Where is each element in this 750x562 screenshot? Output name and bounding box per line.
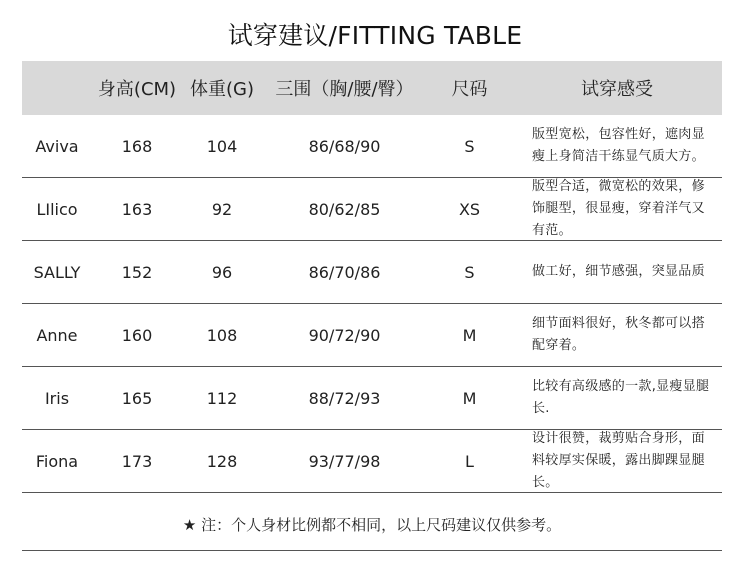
row-height: 152 [121,262,153,282]
row-weight: 128 [206,451,238,471]
header-weight: 体重(G) [190,79,254,100]
row-height: 165 [121,388,153,408]
row-height: 160 [121,325,153,345]
fitting-table [22,61,722,493]
table-row [22,241,722,304]
row-feedback: 做工好，细节感强，突显品质 [532,264,705,279]
page-title: 试穿建议/FITTING TABLE [227,21,523,50]
header-feedback: 试穿感受 [581,79,653,100]
row-size: M [462,325,477,345]
row-weight: 112 [206,388,238,408]
row-feedback: 比较有高级感的一款,显瘦显腿长. [532,379,710,416]
row-measurements: 86/70/86 [308,262,381,282]
row-feedback: 版型合适，微宽松的效果，修饰腿型，很显瘦，穿着洋气又有范。 [532,179,705,238]
row-name: Aviva [35,136,79,156]
row-height: 173 [121,451,153,471]
row-size: L [465,451,474,471]
row-size: S [464,262,475,282]
row-measurements: 93/77/98 [308,451,381,471]
footnote: ★ 注：个人身材比例都不相同，以上尺码建议仅供参考。 [22,499,722,551]
table-row [22,178,722,241]
row-name: Fiona [35,451,79,471]
row-feedback: 设计很赞，裁剪贴合身形，面料较厚实保暖，露出脚踝显腿长。 [532,431,705,490]
row-weight: 92 [211,199,233,219]
row-name: SALLY [33,262,81,282]
row-name: Anne [36,325,78,345]
row-height: 168 [121,136,153,156]
row-size: S [464,136,475,156]
table-row [22,115,722,178]
row-measurements: 90/72/90 [308,325,381,345]
row-name: Iris [44,388,70,408]
row-measurements: 80/62/85 [308,199,381,219]
row-weight: 108 [206,325,238,345]
row-size: M [462,388,477,408]
row-feedback: 版型宽松，包容性好，遮肉显瘦上身简洁干练显气质大方。 [532,127,705,164]
header-measurements: 三围（胸/腰/臀） [275,79,414,100]
row-name: LIlico [36,199,78,219]
header-size: 尺码 [451,79,488,100]
table-row [22,304,722,367]
header-height: 身高(CM) [97,79,177,100]
table-row [22,430,722,493]
row-weight: 104 [206,136,238,156]
row-measurements: 88/72/93 [308,388,381,408]
table-row [22,367,722,430]
table-header [22,61,722,115]
row-size: XS [458,199,481,219]
row-weight: 96 [211,262,233,282]
row-height: 163 [121,199,153,219]
row-feedback: 细节面料很好，秋冬都可以搭配穿着。 [532,316,705,353]
row-measurements: 86/68/90 [308,136,381,156]
